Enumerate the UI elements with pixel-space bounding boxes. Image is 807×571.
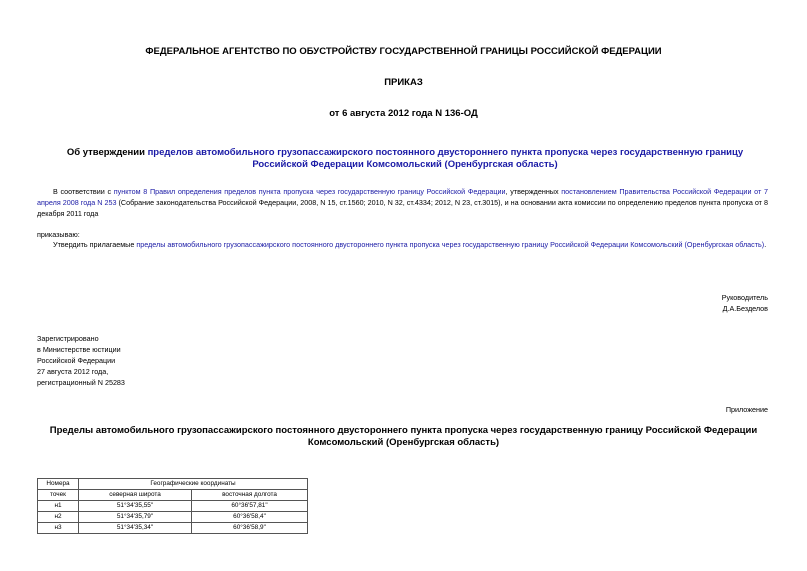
subject-prefix: Об утверждении <box>66 147 148 158</box>
appendix-label: Приложение <box>725 405 768 414</box>
order-paragraph <box>37 239 768 250</box>
order-text-1: Утвердить прилагаемые <box>53 240 137 249</box>
order-link-limits[interactable]: пределы автомобильного грузопассажирского постоянного двустороннего пункта пропуска через государственную границу Российской Федерации Комсомольский (Оренбургская область) <box>136 240 765 249</box>
table-subheader-row <box>38 490 308 501</box>
cell-point: н3 <box>38 523 79 534</box>
cell-longitude: 60°36'58,4" <box>192 512 308 523</box>
header-point-number: Номера <box>38 479 79 490</box>
signature-title: Руководитель <box>721 293 768 302</box>
registration-line-1: Зарегистрировано <box>37 334 99 343</box>
subject-heading <box>55 147 755 171</box>
header-longitude: восточная долгота <box>192 490 308 501</box>
preamble-link-rules[interactable]: пунктом 8 Правил определения пределов пункта пропуска через государственную границу Российской Федерации <box>113 187 506 196</box>
cell-longitude: 60°36'57,81" <box>192 501 308 512</box>
table-row <box>38 501 308 512</box>
cell-longitude: 60°36'58,9" <box>192 523 308 534</box>
doc-type: ПРИКАЗ <box>384 77 423 88</box>
coordinates-table <box>37 478 308 534</box>
cell-latitude: 51°34'35,55" <box>79 501 192 512</box>
order-text-2: . <box>764 240 767 249</box>
registration-line-3: Российской Федерации <box>37 356 116 365</box>
cell-latitude: 51°34'35,79" <box>79 512 192 523</box>
header-coordinates: Географические координаты <box>79 479 308 490</box>
header-latitude: северная широта <box>79 490 192 501</box>
table-row <box>38 512 308 523</box>
table-header-row <box>38 479 308 490</box>
preamble-text-1: В соответствии с <box>53 187 114 196</box>
registration-line-2: в Министерстве юстиции <box>37 345 121 354</box>
registration-line-5: регистрационный N 25283 <box>37 378 125 387</box>
registration-line-4: 27 августа 2012 года, <box>37 367 109 376</box>
table-row <box>38 523 308 534</box>
registration-block <box>37 333 125 388</box>
agency-title: ФЕДЕРАЛЬНОЕ АГЕНТСТВО ПО ОБУСТРОЙСТВУ ГОСУДАРСТВЕННОЙ ГРАНИЦЫ РОССИЙСКОЙ ФЕДЕРАЦИИ <box>145 46 662 57</box>
subject-link[interactable]: пределов автомобильного грузопассажирского постоянного двустороннего пункта пропуска через государственную границу Российской Федерации Комсомольский (Оренбургская область) <box>147 147 744 170</box>
appendix-title-line-2: Комсомольский (Оренбургская область) <box>307 437 500 448</box>
header-point-number-2: точек <box>38 490 79 501</box>
cell-point: н1 <box>38 501 79 512</box>
order-verb: приказываю: <box>37 230 80 239</box>
cell-point: н2 <box>38 512 79 523</box>
preamble-text-2: , утвержденных <box>505 187 562 196</box>
preamble-text-3: (Собрание законодательства Российской Федерации, 2008, N 15, ст.1560; 2010, N 32, ст.4334; 2012, N 23, ст.3015), и на основании акта комиссии по определению пределов пункта пропуска от 8 декабря 2011 года <box>37 198 768 218</box>
signature-name: Д.А.Безделов <box>722 304 768 313</box>
preamble-link-decree[interactable]: постановлением Правительства Российской Федерации от 7 апреля 2008 года N 253 <box>37 187 768 207</box>
appendix-title-line-1: Пределы автомобильного грузопассажирского постоянного двустороннего пункта пропуска через государственную границу Российской Федерации <box>49 425 758 436</box>
cell-latitude: 51°34'35,34" <box>79 523 192 534</box>
doc-date-number: от 6 августа 2012 года N 136-ОД <box>329 108 478 119</box>
signature-block <box>722 292 768 314</box>
appendix-title <box>40 425 767 449</box>
preamble-paragraph <box>37 186 768 219</box>
